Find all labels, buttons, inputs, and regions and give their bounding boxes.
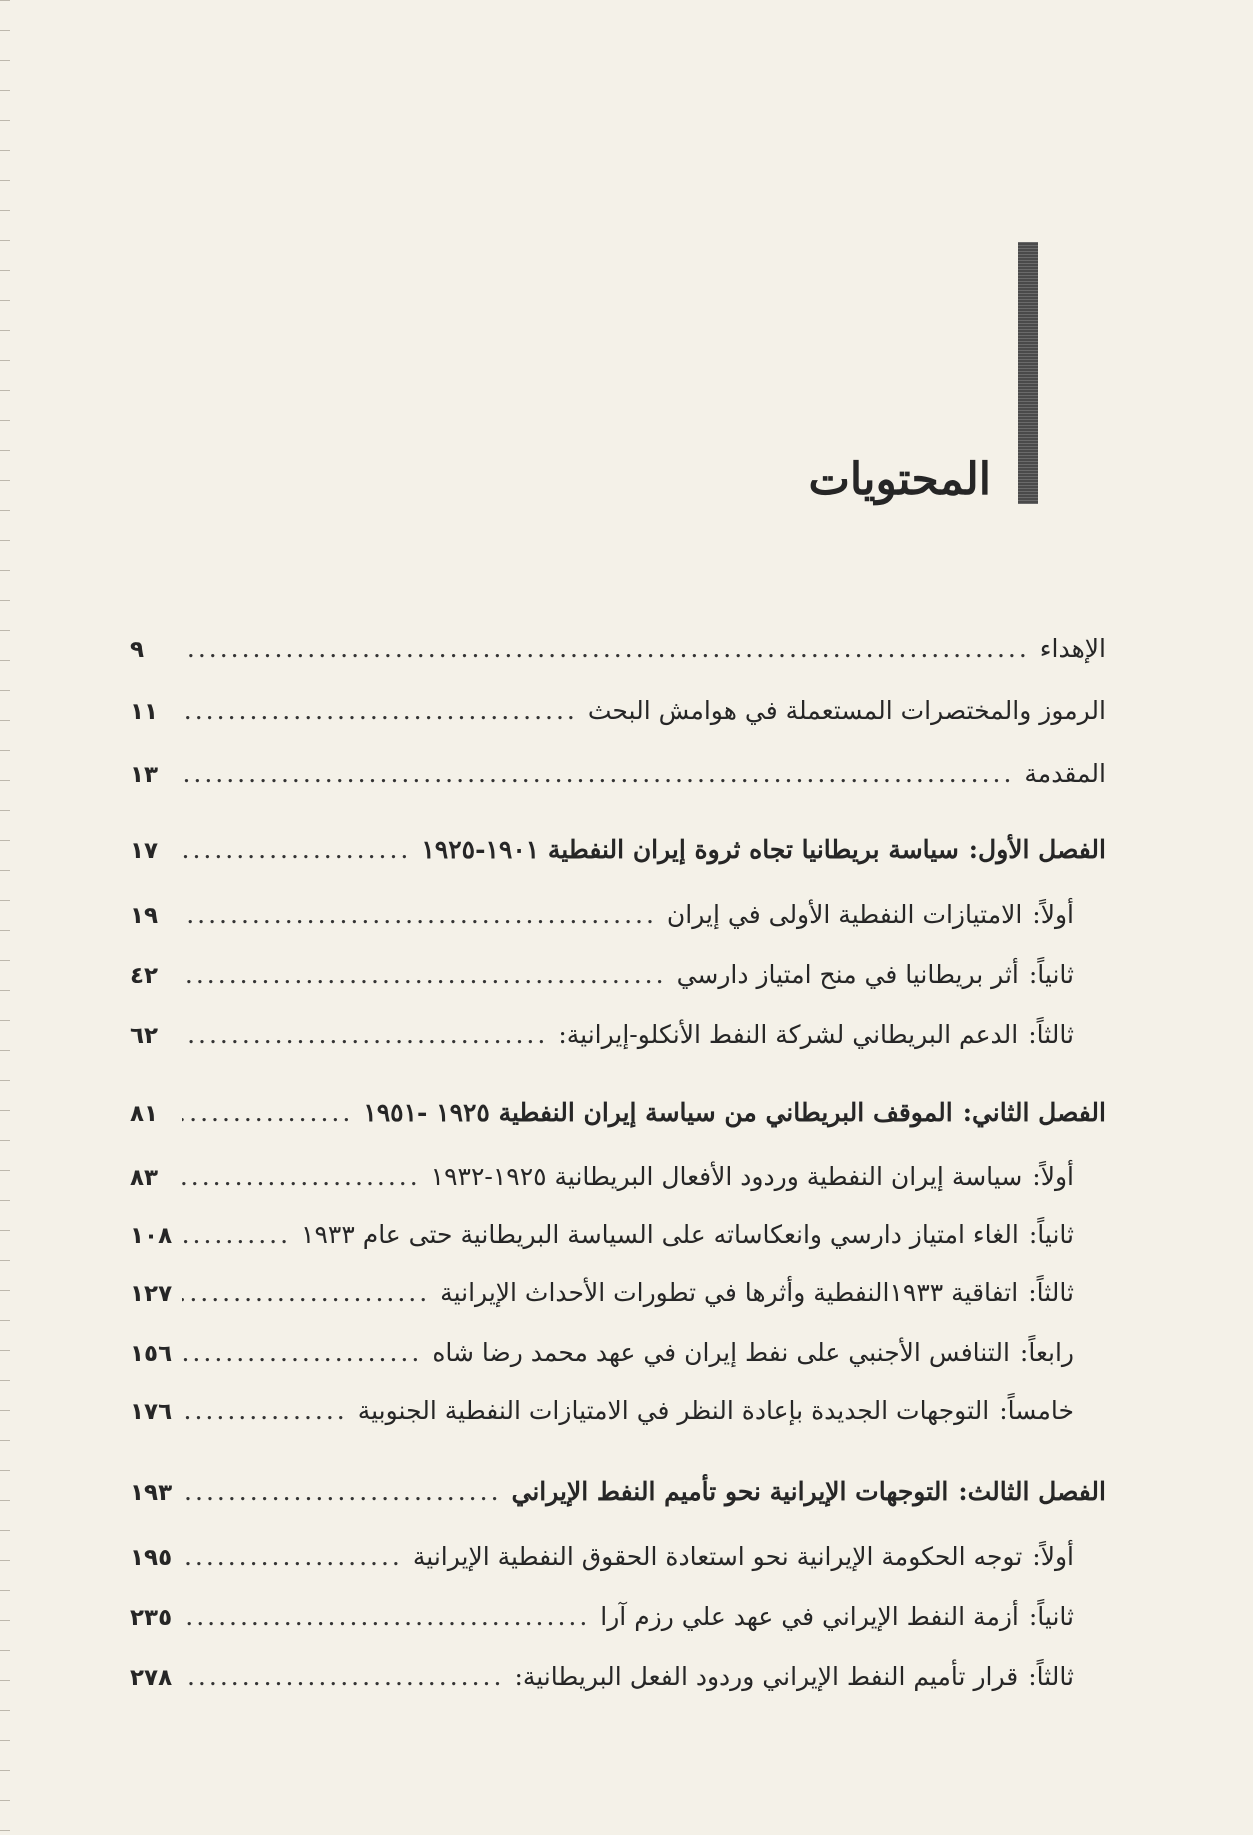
dot-leader — [182, 1597, 590, 1637]
toc-entry-text: سياسة إيران النفطية وردود الأفعال البريطانية ١٩٢٥-١٩٣٢ — [430, 1162, 1023, 1191]
toc-entry-title — [667, 895, 1074, 935]
toc-entry-introduction[interactable] — [130, 754, 1106, 794]
toc-entry-text: التوجهات الإيرانية نحو تأميم النفط الإيراني — [511, 1477, 949, 1506]
toc-page-number: ١٩٣ — [130, 1480, 173, 1506]
toc-entry-text: اتفاقية ١٩٣٣النفطية وأثرها في تطورات الأحداث الإيرانية — [440, 1278, 1019, 1307]
toc-entry-prefix: الفصل الثاني: — [962, 1098, 1106, 1127]
toc-entry-title — [363, 1093, 1106, 1133]
toc-entry-text: التوجهات الجديدة بإعادة النظر في الامتيازات النفطية الجنوبية — [357, 1396, 990, 1425]
page-binding-edge — [0, 0, 10, 1835]
toc-chapter-2[interactable] — [130, 1093, 1106, 1133]
toc-entry-prefix: أولاً: — [1032, 900, 1074, 929]
toc-page-number: ٩ — [130, 637, 145, 663]
dot-leader — [182, 1537, 403, 1577]
dot-leader — [182, 830, 411, 870]
toc-entry-title — [301, 1215, 1074, 1255]
toc-page-number: ٤٢ — [130, 963, 159, 989]
dot-leader — [182, 1157, 421, 1197]
toc-entry-text: أثر بريطانيا في منح امتياز دارسي — [676, 960, 1019, 989]
toc-entry-text: الدعم البريطاني لشركة النفط الأنكلو-إيرانية: — [558, 1020, 1019, 1049]
toc-entry-text: توجه الحكومة الإيرانية نحو استعادة الحقوق النفطية الإيرانية — [412, 1542, 1023, 1571]
toc-entry-title — [514, 1657, 1074, 1697]
toc-entry-title — [558, 1015, 1074, 1055]
toc-page-number: ١٢٧ — [130, 1281, 173, 1307]
toc-entry-title — [600, 1597, 1074, 1637]
toc-entry-title — [358, 1391, 1074, 1431]
toc-entry-title — [413, 1537, 1074, 1577]
toc-section-2-5[interactable] — [130, 1391, 1106, 1431]
toc-page-number: ٢٣٥ — [130, 1605, 173, 1631]
toc-entry-prefix: ثالثاً: — [1028, 1020, 1074, 1049]
toc-entry-prefix: الفصل الأول: — [968, 835, 1106, 864]
toc-entry-text: أزمة النفط الإيراني في عهد علي رزم آرا — [600, 1602, 1019, 1631]
dot-leader — [182, 1093, 353, 1133]
toc-entry-prefix: ثانياً: — [1028, 1602, 1074, 1631]
toc-section-2-3[interactable] — [130, 1273, 1106, 1313]
toc-page-number: ١١ — [130, 699, 159, 725]
toc-entry-text: الامتيازات النفطية الأولى في إيران — [666, 900, 1023, 929]
dot-leader — [182, 1215, 291, 1255]
toc-section-3-2[interactable] — [130, 1597, 1106, 1637]
dot-leader — [182, 895, 657, 935]
toc-page-number: ٨٣ — [130, 1165, 159, 1191]
toc-section-3-3[interactable] — [130, 1657, 1106, 1697]
toc-entry-title — [677, 955, 1074, 995]
dot-leader — [182, 955, 667, 995]
toc-entry-prefix: ثانياً: — [1028, 1220, 1074, 1249]
toc-page-number: ١٩٥ — [130, 1545, 173, 1571]
toc-section-3-1[interactable] — [130, 1537, 1106, 1577]
dot-leader — [182, 1657, 504, 1697]
toc-entry-abbreviations[interactable] — [130, 691, 1106, 731]
dot-leader — [182, 754, 1014, 794]
page-title: المحتويات — [808, 454, 991, 505]
toc-entry-text: قرار تأميم النفط الإيراني وردود الفعل البريطانية: — [514, 1662, 1019, 1691]
toc-section-2-2[interactable] — [130, 1215, 1106, 1255]
toc-entry-prefix: أولاً: — [1032, 1542, 1074, 1571]
dot-leader — [182, 629, 1030, 669]
toc-page-number: ١٧٦ — [130, 1399, 173, 1425]
toc-page-number: ١٧ — [130, 838, 159, 864]
toc-entry-dedication[interactable] — [130, 629, 1106, 669]
toc-entry-text: الموقف البريطاني من سياسة إيران النفطية ١٩٢٥ -١٩٥١ — [363, 1098, 953, 1127]
toc-page-number: ١٩ — [130, 903, 159, 929]
toc-section-2-1[interactable] — [130, 1157, 1106, 1197]
toc-entry-prefix: ثانياً: — [1028, 960, 1074, 989]
toc-entry-text: التنافس الأجنبي على نفط إيران في عهد محمد رضا شاه — [432, 1338, 1010, 1367]
toc-entry-text: سياسة بريطانيا تجاه ثروة إيران النفطية ١٩٠١-١٩٢٥ — [421, 835, 959, 864]
toc-page-number: ١٣ — [130, 762, 159, 788]
toc-entry-prefix: خامساً: — [999, 1396, 1074, 1425]
toc-page-number: ٨١ — [130, 1101, 159, 1127]
toc-entry-title — [421, 830, 1106, 870]
toc-entry-title: الإهداء — [1039, 634, 1106, 663]
toc-entry-title — [431, 1157, 1074, 1197]
dot-leader — [182, 1472, 501, 1512]
dot-leader — [182, 1333, 422, 1373]
toc-chapter-3[interactable] — [130, 1472, 1106, 1512]
dot-leader — [182, 1015, 548, 1055]
toc-entry-prefix: رابعاً: — [1019, 1338, 1074, 1367]
toc-page-number: ٦٢ — [130, 1023, 159, 1049]
toc-entry-title — [440, 1273, 1074, 1313]
toc-entry-text: الغاء امتياز دارسي وانعكاساته على السياسة البريطانية حتى عام ١٩٣٣ — [301, 1220, 1019, 1249]
table-of-contents — [130, 0, 1106, 1835]
toc-entry-title: المقدمة — [1024, 759, 1106, 788]
toc-section-1-1[interactable] — [130, 895, 1106, 935]
toc-entry-title — [432, 1333, 1074, 1373]
toc-entry-prefix: ثالثاً: — [1028, 1662, 1074, 1691]
toc-entry-title — [512, 1472, 1106, 1512]
toc-entry-prefix: ثالثاً: — [1028, 1278, 1074, 1307]
dot-leader — [182, 1273, 430, 1313]
dot-leader — [182, 691, 578, 731]
toc-page-number: ١٠٨ — [130, 1223, 173, 1249]
toc-section-2-4[interactable] — [130, 1333, 1106, 1373]
toc-chapter-1[interactable] — [130, 830, 1106, 870]
toc-section-1-2[interactable] — [130, 955, 1106, 995]
toc-entry-title: الرموز والمختصرات المستعملة في هوامش البحث — [587, 696, 1106, 725]
toc-section-1-3[interactable] — [130, 1015, 1106, 1055]
toc-entry-prefix: الفصل الثالث: — [958, 1477, 1106, 1506]
toc-entry-prefix: أولاً: — [1032, 1162, 1074, 1191]
toc-page-number: ٢٧٨ — [130, 1665, 173, 1691]
toc-page-number: ١٥٦ — [130, 1341, 173, 1367]
dot-leader — [182, 1391, 348, 1431]
